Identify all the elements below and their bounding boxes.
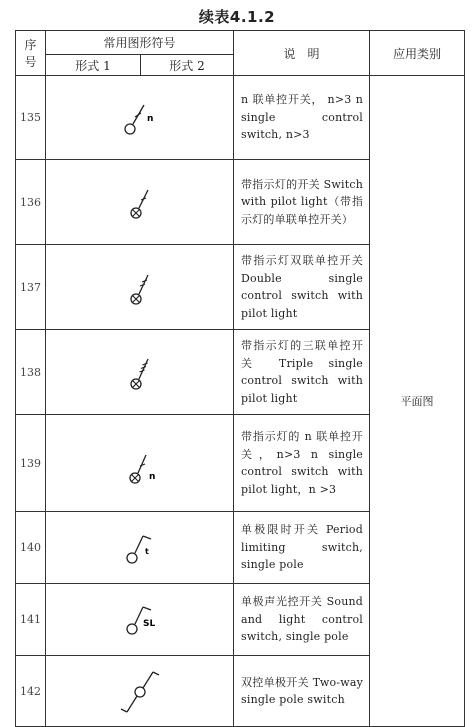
- symbol-cell: [46, 656, 234, 727]
- symbol-cell: [46, 160, 234, 245]
- double-pilot-switch-icon: [47, 255, 233, 315]
- description: 双控单极开关 Two-way single pole switch: [234, 656, 370, 727]
- description: 带指示灯双联单控开关 Double single control switch with pilot light: [234, 245, 370, 330]
- row-number: 139: [16, 415, 46, 512]
- description: 单极限时开关 Period limiting switch, single pole: [234, 512, 370, 584]
- header-form1: 形式 1: [46, 55, 141, 76]
- description: 带指示灯的 n 联单控开关，n>3 n single control switch with pilot light，n >3: [234, 415, 370, 512]
- symbol-label: n: [148, 472, 155, 482]
- n-way-switch-icon: [47, 86, 233, 146]
- n-pilot-switch-icon: [47, 426, 233, 496]
- header-form2: 形式 2: [141, 55, 234, 76]
- description: 带指示灯的三联单控开关 Triple single control switch with pilot light: [234, 330, 370, 415]
- symbol-label: t: [144, 546, 149, 556]
- row-number: 136: [16, 160, 46, 245]
- symbol-cell: [46, 245, 234, 330]
- header-app: 应用类别: [370, 31, 465, 76]
- sound-light-switch-icon: [47, 588, 233, 648]
- description: 单极声光控开关 Sound and light control switch, single pole: [234, 584, 370, 656]
- header-desc: 说 明: [234, 31, 370, 76]
- triple-pilot-switch-icon: [47, 340, 233, 400]
- row-number: 135: [16, 76, 46, 160]
- description: n 联单控开关， n>3 n single control switch, n>3: [234, 76, 370, 160]
- table-row: [16, 76, 465, 160]
- two-way-switch-icon: [47, 657, 233, 721]
- symbol-label: n: [146, 113, 153, 124]
- symbol-cell: [46, 415, 234, 512]
- header-symbol: 常用图形符号: [46, 31, 234, 55]
- row-number: 142: [16, 656, 46, 727]
- row-number: 138: [16, 330, 46, 415]
- symbol-label: SL: [142, 618, 155, 629]
- description: 带指示灯的开关 Switch with pilot light（带指示灯的单联单控开关）: [234, 160, 370, 245]
- period-limiting-switch-icon: [47, 516, 233, 576]
- row-number: 141: [16, 584, 46, 656]
- symbol-cell: [46, 512, 234, 584]
- pilot-light-switch-icon: [47, 170, 233, 230]
- header-seq: 序 号: [16, 31, 46, 76]
- row-number: 140: [16, 512, 46, 584]
- row-number: 137: [16, 245, 46, 330]
- symbol-cell: [46, 330, 234, 415]
- symbol-table: [15, 30, 465, 727]
- symbol-cell: [46, 76, 234, 160]
- table-title: 续表4.1.2: [198, 8, 276, 26]
- application-category: 平面图: [370, 76, 465, 727]
- symbol-cell: [46, 584, 234, 656]
